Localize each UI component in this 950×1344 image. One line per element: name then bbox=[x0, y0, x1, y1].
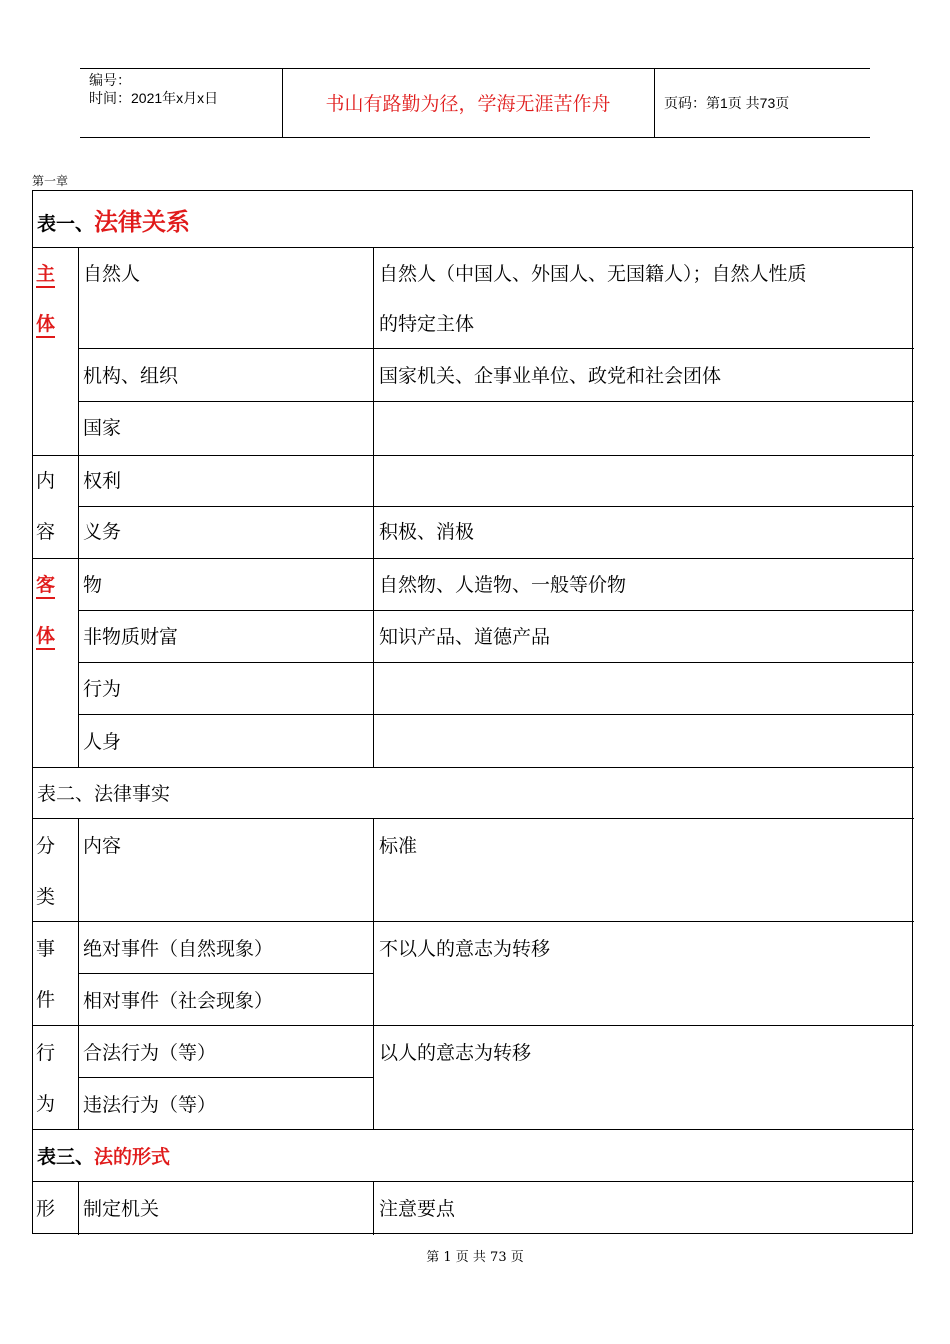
table-cell: 物 bbox=[83, 574, 103, 596]
grid-line bbox=[33, 1025, 914, 1026]
table-cell: 行为 bbox=[83, 678, 122, 700]
table-cell: 人身 bbox=[83, 731, 122, 753]
event-label: 件 bbox=[36, 989, 56, 1011]
grid-line bbox=[78, 506, 914, 507]
grid-line bbox=[373, 247, 374, 767]
act-label: 行 bbox=[36, 1042, 56, 1064]
grid-line bbox=[78, 610, 914, 611]
grid-line bbox=[78, 973, 373, 974]
grid-line bbox=[78, 401, 914, 402]
page-footer: 第 1 页 共 73 页 bbox=[426, 1250, 524, 1265]
grid-line bbox=[33, 558, 914, 559]
table2-title: 表二、法律事实 bbox=[37, 783, 171, 805]
page-header bbox=[80, 68, 870, 138]
table-cell: 合法行为（等） bbox=[83, 1042, 217, 1064]
table-cell: 自然人（中国人、外国人、无国籍人）；自然人性质 bbox=[379, 263, 807, 285]
table1-title bbox=[37, 207, 191, 236]
table-cell: 义务 bbox=[83, 521, 122, 543]
header-page-info: 页码：第1页 共73页 bbox=[664, 95, 790, 111]
grid-line bbox=[33, 1129, 914, 1130]
grid-line bbox=[78, 662, 914, 663]
subject-label: 体 bbox=[36, 313, 55, 335]
table-cell: 相对事件（社会现象） bbox=[83, 990, 274, 1012]
subject-label: 主 bbox=[36, 263, 55, 285]
table-cell: 自然物、人造物、一般等价物 bbox=[379, 574, 627, 596]
grid-line bbox=[33, 921, 914, 922]
table-cell: 自然人 bbox=[83, 263, 141, 285]
table-cell: 机构、组织 bbox=[83, 365, 179, 387]
category-label: 分 bbox=[36, 835, 56, 857]
table3-title-text: 法的形式 bbox=[94, 1146, 171, 1168]
grid-line bbox=[373, 818, 374, 1130]
grid-line bbox=[33, 767, 914, 768]
category-label: 类 bbox=[36, 886, 56, 908]
column-header: 标准 bbox=[379, 835, 418, 857]
grid-line bbox=[78, 1181, 79, 1235]
chapter-label: 第一章 bbox=[32, 174, 69, 188]
header-meta bbox=[89, 71, 218, 107]
column-header: 注意要点 bbox=[379, 1198, 456, 1220]
grid-line bbox=[373, 1181, 374, 1235]
table-cell: 的特定主体 bbox=[379, 313, 475, 335]
table-cell: 国家机关、企事业单位、政党和社会团体 bbox=[379, 365, 722, 387]
table-cell: 以人的意志为转移 bbox=[379, 1042, 532, 1064]
event-label: 事 bbox=[36, 938, 56, 960]
content-label: 容 bbox=[36, 521, 56, 543]
table3-title bbox=[37, 1146, 170, 1168]
grid-line bbox=[33, 455, 914, 456]
table-cell: 违法行为（等） bbox=[83, 1094, 217, 1116]
grid-line bbox=[33, 818, 914, 819]
header-divider bbox=[654, 69, 655, 137]
form-label: 形 bbox=[36, 1198, 56, 1220]
object-label: 体 bbox=[36, 625, 55, 647]
table1-title-text: 法律关系 bbox=[94, 207, 191, 236]
time-label: 时间：2021年x月x日 bbox=[89, 90, 219, 106]
header-motto: 书山有路勤为径，学海无涯苦作舟 bbox=[325, 93, 611, 115]
table-cell: 非物质财富 bbox=[83, 626, 179, 648]
object-label: 客 bbox=[36, 574, 55, 596]
column-header: 制定机关 bbox=[83, 1198, 160, 1220]
column-header: 内容 bbox=[83, 835, 122, 857]
grid-line bbox=[33, 1181, 914, 1182]
grid-line bbox=[78, 818, 79, 1130]
law-tables bbox=[32, 190, 913, 1234]
content-label: 内 bbox=[36, 470, 56, 492]
grid-line bbox=[78, 1077, 373, 1078]
table-cell: 知识产品、道德产品 bbox=[379, 626, 551, 648]
table-cell: 不以人的意志为转移 bbox=[379, 938, 551, 960]
table-cell: 绝对事件（自然现象） bbox=[83, 938, 274, 960]
grid-line bbox=[78, 714, 914, 715]
table-cell: 积极、消极 bbox=[379, 521, 475, 543]
table-cell: 国家 bbox=[83, 417, 122, 439]
grid-line bbox=[78, 247, 79, 767]
table-cell: 权利 bbox=[83, 470, 122, 492]
table3-title-prefix: 表三、 bbox=[37, 1146, 95, 1168]
act-label: 为 bbox=[36, 1093, 56, 1115]
table1-title-prefix: 表一、 bbox=[37, 213, 95, 235]
grid-line bbox=[33, 247, 914, 248]
grid-line bbox=[78, 348, 914, 349]
number-label: 编号： bbox=[89, 72, 131, 88]
